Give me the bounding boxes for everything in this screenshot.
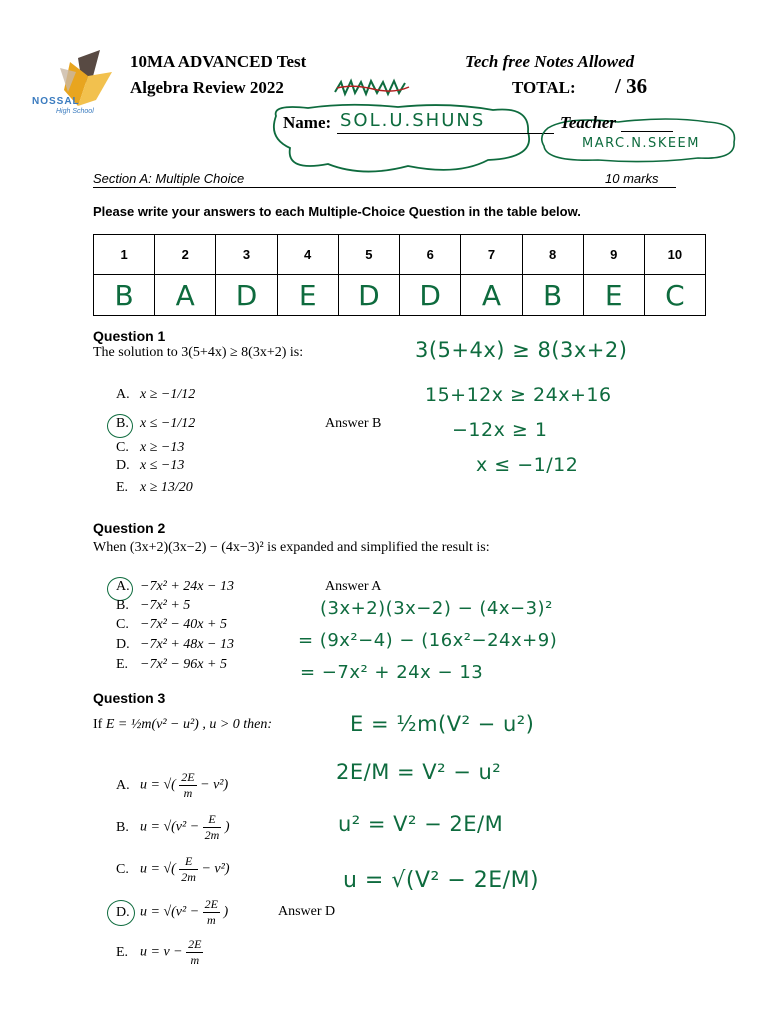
school-subname: High School	[56, 108, 94, 115]
section-instruction: Please write your answers to each Multiple-Choice Question in the table below.	[93, 204, 581, 219]
question-3-prompt	[93, 717, 272, 733]
test-title: 10MA ADVANCED Test	[130, 52, 307, 71]
option-text: −7x² − 40x + 5	[140, 617, 227, 632]
question-3-option-a[interactable]	[116, 770, 228, 801]
option-label: D.	[116, 458, 130, 473]
name-label: Name:	[283, 113, 332, 132]
option-text: −7x² + 24x − 13	[140, 579, 234, 594]
q2-working-line: (3x+2)(3x−2) − (4x−3)²	[320, 598, 553, 619]
table-question-number: 10	[644, 235, 705, 275]
answer-table-answer-row	[94, 275, 706, 316]
scribble-mark	[333, 78, 411, 98]
table-question-number: 2	[155, 235, 216, 275]
option-label: C.	[116, 440, 129, 455]
question-3-prompt-equation: E = ½m(v² − u²) , u > 0 then:	[105, 717, 273, 732]
table-question-number: 7	[461, 235, 522, 275]
option-label: B.	[116, 598, 129, 613]
question-3-option-b[interactable]	[116, 812, 230, 843]
q3-working-line: 2E/M = V² − u²	[336, 760, 502, 784]
option-label: C.	[116, 617, 129, 632]
q2-working-line: = −7x² + 24x − 13	[300, 662, 484, 683]
table-answer-cell[interactable]: E	[583, 275, 644, 316]
table-answer-cell[interactable]: A	[461, 275, 522, 316]
section-divider	[93, 187, 676, 188]
table-question-number: 3	[216, 235, 277, 275]
option-fraction	[179, 770, 196, 801]
question-2-prompt: When (3x+2)(3x−2) − (4x−3)² is expanded and simplified the result is:	[93, 540, 490, 555]
answer-table-header-row	[94, 235, 706, 275]
option-label: C.	[116, 861, 129, 877]
selected-circle-q1	[107, 414, 133, 438]
fraction-numerator: 2E	[181, 770, 195, 784]
option-label: A.	[116, 579, 130, 594]
option-label: B.	[116, 416, 129, 431]
school-logo	[30, 50, 125, 125]
q1-working-line: 3(5+4x) ≥ 8(3x+2)	[415, 338, 628, 362]
name-value: SOL.U.SHUNS	[340, 110, 486, 131]
option-text: −7x² − 96x + 5	[140, 657, 227, 672]
teacher-underline	[621, 131, 673, 132]
option-fraction	[186, 937, 203, 968]
fraction-denominator: m	[190, 953, 200, 967]
question-1-option-c[interactable]	[116, 440, 184, 456]
table-question-number: 9	[583, 235, 644, 275]
option-text: x ≥ −13	[140, 440, 185, 455]
option-label: D.	[116, 904, 130, 920]
option-text: x ≥ 13/20	[140, 480, 193, 495]
fraction-numerator: 2E	[204, 897, 218, 911]
option-label: D.	[116, 637, 130, 652]
option-expr-end: )	[224, 819, 230, 835]
option-label: E.	[116, 480, 129, 495]
table-question-number: 6	[400, 235, 461, 275]
fraction-denominator: m	[183, 786, 193, 800]
total-value: / 36	[615, 74, 648, 98]
option-expr-start: u = √(v² −	[140, 819, 200, 835]
q2-working-line: = (9x²−4) − (16x²−24x+9)	[298, 630, 558, 651]
table-question-number: 5	[338, 235, 399, 275]
notes-allowed: Tech free Notes Allowed	[465, 52, 635, 71]
table-answer-cell[interactable]: A	[155, 275, 216, 316]
table-answer-cell[interactable]: B	[522, 275, 583, 316]
option-label: A.	[116, 777, 130, 793]
option-fraction	[203, 812, 222, 843]
question-3-prompt-pre: If	[93, 717, 103, 732]
table-question-number: 8	[522, 235, 583, 275]
q3-working-line: u² = V² − 2E/M	[338, 812, 504, 836]
option-expr-end: − v²)	[200, 777, 229, 793]
option-expr-end: )	[223, 904, 229, 920]
question-3-answer: Answer D	[278, 904, 336, 919]
question-2-title: Question 2	[93, 520, 166, 536]
option-expr-end: − v²)	[201, 861, 230, 877]
total-label: TOTAL:	[512, 78, 576, 97]
section-title: Section A: Multiple Choice	[93, 171, 245, 186]
question-1-option-d[interactable]	[116, 458, 184, 474]
fraction-numerator: 2E	[188, 937, 202, 951]
table-answer-cell[interactable]: D	[216, 275, 277, 316]
question-2-answer: Answer A	[325, 579, 382, 594]
table-answer-cell[interactable]: E	[277, 275, 338, 316]
table-question-number: 4	[277, 235, 338, 275]
question-1-option-e[interactable]	[116, 480, 193, 496]
question-2-option-a[interactable]	[116, 579, 234, 595]
option-label: E.	[116, 657, 129, 672]
option-fraction	[179, 854, 198, 885]
table-answer-cell[interactable]: D	[400, 275, 461, 316]
question-1-option-a[interactable]	[116, 387, 195, 403]
question-2-option-d[interactable]	[116, 637, 234, 653]
q1-working-line: x ≤ −1/12	[476, 454, 579, 476]
question-1-prompt: The solution to 3(5+4x) ≥ 8(3x+2) is:	[93, 345, 304, 360]
question-1-answer: Answer B	[325, 416, 382, 431]
table-question-number: 1	[94, 235, 155, 275]
option-fraction	[203, 897, 220, 928]
question-2-option-b[interactable]	[116, 598, 190, 614]
table-answer-cell[interactable]: B	[94, 275, 155, 316]
fraction-denominator: 2m	[204, 828, 220, 842]
section-marks: 10 marks	[605, 171, 659, 186]
question-3-title: Question 3	[93, 690, 166, 706]
option-text: x ≤ −1/12	[140, 416, 196, 431]
q3-working-line: E = ½m(V² − u²)	[350, 712, 535, 736]
option-text: −7x² + 48x − 13	[140, 637, 234, 652]
teacher-value: MARC.N.SKEEM	[582, 136, 700, 151]
q1-working-line: −12x ≥ 1	[452, 419, 548, 441]
table-answer-cell[interactable]: C	[644, 275, 705, 316]
test-subtitle: Algebra Review 2022	[130, 78, 284, 97]
option-expr-start: u = v −	[140, 944, 183, 960]
answer-table	[93, 234, 706, 316]
selected-circle-q3	[107, 900, 135, 926]
fraction-denominator: 2m	[181, 870, 196, 884]
fraction-denominator: m	[206, 913, 216, 927]
name-underline	[337, 133, 554, 134]
fraction-numerator: E	[179, 854, 198, 870]
option-label: B.	[116, 819, 129, 835]
option-label: E.	[116, 944, 129, 960]
question-2-option-c[interactable]	[116, 617, 227, 633]
option-expr-start: u = √(	[140, 861, 176, 877]
option-expr-start: u = √(v² −	[140, 904, 200, 920]
option-expr-start: u = √(	[140, 777, 176, 793]
question-3-option-e[interactable]	[116, 937, 203, 968]
option-text: x ≤ −13	[140, 458, 185, 473]
question-3-option-c[interactable]	[116, 854, 230, 885]
question-1-title: Question 1	[93, 328, 166, 344]
question-2-option-e[interactable]	[116, 657, 227, 673]
option-label: A.	[116, 387, 130, 402]
fraction-numerator: E	[203, 812, 222, 828]
table-answer-cell[interactable]: D	[338, 275, 399, 316]
q3-working-line: u = √(V² − 2E/M)	[343, 868, 540, 893]
teacher-label: Teacher	[560, 113, 617, 132]
option-text: −7x² + 5	[140, 598, 191, 613]
school-name: NOSSAL	[32, 96, 80, 107]
option-text: x ≥ −1/12	[140, 387, 196, 402]
q1-working-line: 15+12x ≥ 24x+16	[425, 384, 612, 406]
